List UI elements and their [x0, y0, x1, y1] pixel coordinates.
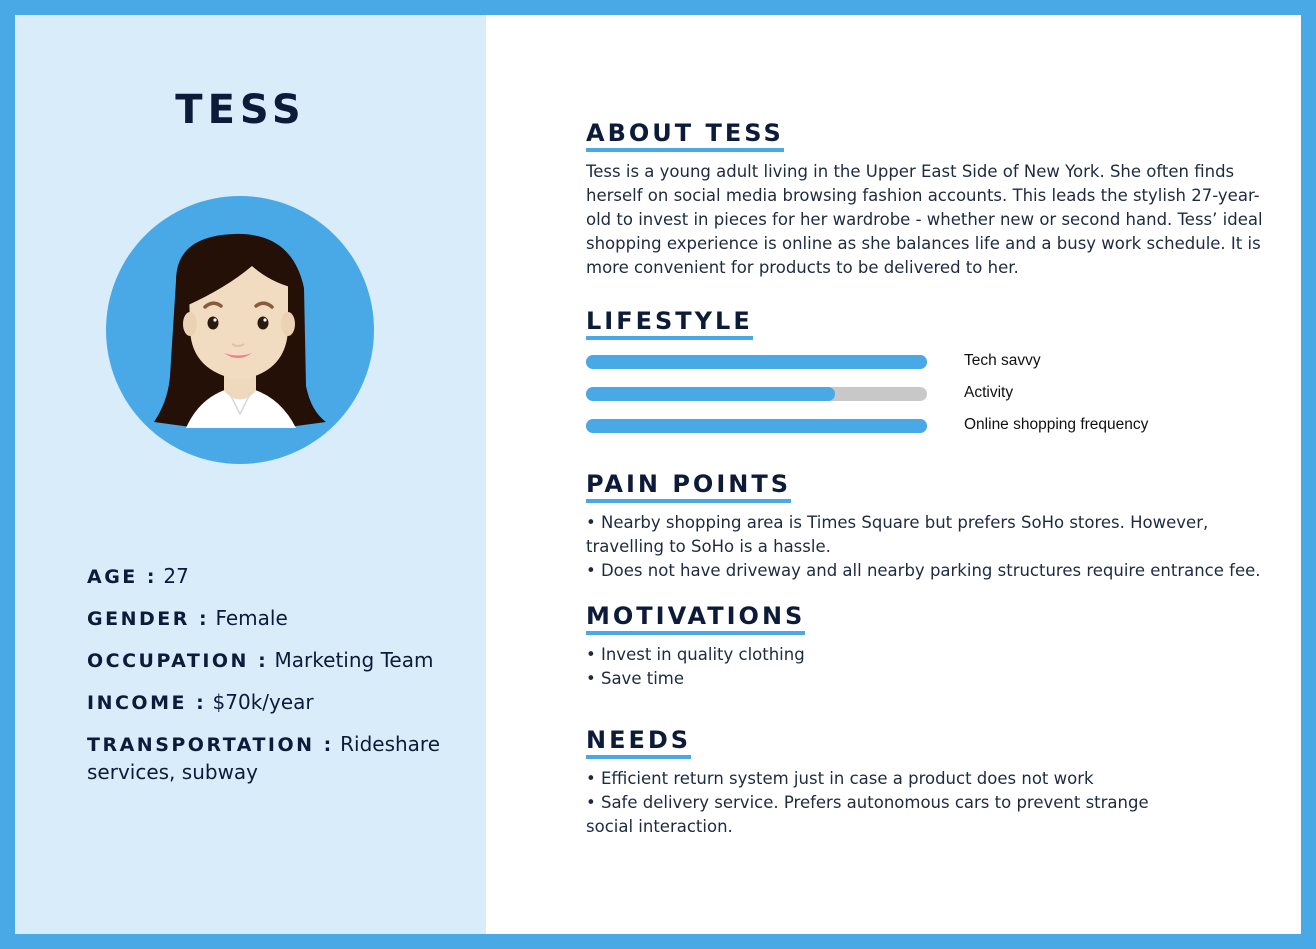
section-heading: PAIN POINTS [586, 470, 791, 503]
list-item: • Save time [586, 669, 685, 688]
fact-transportation [87, 731, 447, 786]
fact-value: 27 [163, 564, 189, 588]
fact-occupation [87, 647, 447, 675]
fact-label: GENDER : [87, 608, 210, 630]
list-item: • Safe delivery service. Prefers autonomous cars to prevent strange social interaction. [586, 793, 1149, 836]
fact-value: Marketing Team [274, 648, 434, 672]
needs-section [586, 726, 1276, 839]
section-heading: NEEDS [586, 726, 691, 759]
lifestyle-bar [586, 352, 1276, 387]
fact-label: INCOME : [87, 692, 207, 714]
about-text: Tess is a young adult living in the Upper East Side of New York. She often finds herself on social media browsing fashion accounts. This leads the stylish 27-year-old to invest in pieces for her wardrobe - whether new or second hand. Tess’ ideal shopping experience is online as she balances life and a busy work schedule. It is more convenient for products to be delivered to her. [586, 162, 1263, 277]
bar-label: Activity [964, 384, 1014, 401]
bar-fill [586, 419, 927, 433]
persona-card [15, 15, 1301, 934]
bar-track [586, 355, 927, 369]
bar-label: Tech savvy [964, 352, 1041, 369]
list-item: • Nearby shopping area is Times Square but prefers SoHo stores. However, travelling to SoHo is a hassle. [586, 513, 1209, 556]
bar-label: Online shopping frequency [964, 416, 1149, 433]
lifestyle-bar [586, 384, 1276, 419]
list-item: • Efficient return system just in case a product does not work [586, 769, 1094, 788]
bar-track [586, 419, 927, 433]
fact-label: TRANSPORTATION : [87, 734, 334, 756]
bar-fill [586, 355, 927, 369]
fact-gender [87, 605, 447, 633]
fact-value: $70k/year [212, 690, 314, 714]
bar-fill [586, 387, 835, 401]
fact-value: Rideshare services, subway [87, 732, 441, 784]
fact-income [87, 689, 447, 717]
persona-name: TESS [175, 87, 306, 133]
list-item: • Invest in quality clothing [586, 645, 805, 664]
lifestyle-section [586, 307, 1276, 340]
section-heading: ABOUT TESS [586, 119, 784, 152]
pain-points-section [586, 470, 1276, 583]
section-heading: MOTIVATIONS [586, 602, 805, 635]
section-heading: LIFESTYLE [586, 307, 753, 340]
fact-label: OCCUPATION : [87, 650, 269, 672]
fact-age [87, 563, 447, 591]
lifestyle-bars [586, 352, 1276, 451]
fact-label: AGE : [87, 566, 157, 588]
list-item: • Does not have driveway and all nearby parking structures require entrance fee. [586, 561, 1261, 580]
motivations-section [586, 602, 1276, 691]
about-section [586, 119, 1276, 280]
bar-track [586, 387, 927, 401]
fact-value: Female [215, 606, 288, 630]
avatar [106, 196, 374, 464]
demographics [87, 563, 447, 800]
profile-panel [15, 15, 486, 934]
lifestyle-bar [586, 416, 1276, 451]
